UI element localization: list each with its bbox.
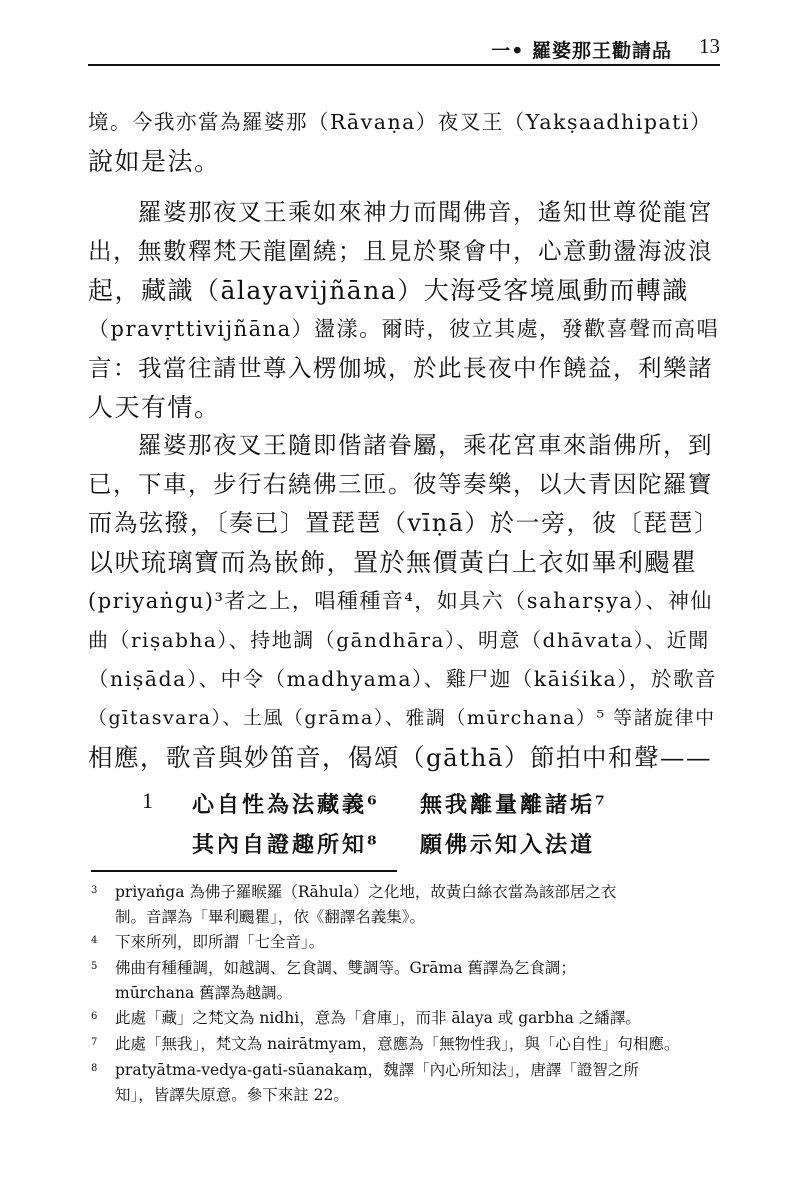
text-line: 出，無數釋梵天龍圍繞；且見於聚會中，心意動盪海波浪 bbox=[88, 237, 713, 265]
footnote-text: 制。音譯為「畢利颺瞿」，依《翻譯名義集》。 bbox=[115, 908, 426, 926]
verse-line-2b: 願佛示知入法道 bbox=[420, 832, 596, 858]
text-line: 羅婆那夜叉王隨即偕諸眷屬，乘花宮車來詣佛所，到 bbox=[88, 431, 713, 459]
footnote-rule bbox=[91, 870, 397, 872]
footnote-mark: 4 bbox=[91, 935, 98, 946]
text-line: 已，下車，步行右繞佛三匝。彼等奏樂，以大青因陀羅寶 bbox=[88, 470, 713, 498]
text-line: 而為弦撥，〔奏已〕置琵琶（vīṇā）於一旁，彼〔琵琶〕 bbox=[88, 509, 720, 537]
chapter-title: 一• 羅婆那王勸請品 bbox=[491, 40, 672, 62]
footnote-text: 此處「藏」之梵文為 nidhi，意為「倉庫」，而非 ālaya 或 garbha 之繙譯。 bbox=[115, 1009, 641, 1027]
footnote-text: 下來所列，即所謂「七全音」。 bbox=[115, 933, 325, 951]
footnote-text: 此處「無我」，梵文為 nairātmyam，意應為「無物性我」，與「心自性」句相應。 bbox=[115, 1035, 680, 1053]
footnote-mark: 3 bbox=[91, 885, 98, 896]
text-line: （pravṛttivijñāna）盪漾。爾時，彼立其處，發歡喜聲而高唱 bbox=[88, 317, 720, 341]
header-rule bbox=[88, 64, 720, 66]
paragraph-3 bbox=[88, 426, 720, 777]
paragraph-2 bbox=[88, 193, 720, 427]
verse-line-1b: 無我離量離諸垢⁷ bbox=[420, 792, 608, 818]
footnote-mark: 6 bbox=[91, 1011, 98, 1022]
text-line: 言：我當往請世尊入楞伽城，於此長夜中作饒益，利樂諸 bbox=[88, 354, 713, 382]
text-line: 相應，歌音與妙笛音，偈頌（gāthā）節拍中和聲—— bbox=[88, 743, 713, 772]
text-line: （niṣāda）、中令（madhyama）、雞尸迦（kāiśika），於歌音 bbox=[88, 667, 717, 691]
verse-line-2a: 其內自證趣所知⁸ bbox=[192, 832, 380, 858]
text-line: 羅婆那夜叉王乘如來神力而聞佛音，遙知世尊從龍宮 bbox=[88, 198, 713, 226]
footnote-text: priyaṅga 為佛子羅睺羅（Rāhula）之化地，故黃白絲衣當為該部居之衣 bbox=[115, 883, 617, 901]
text-line: 曲（riṣabha）、持地調（gāndhāra）、明意（dhāvata）、近聞 bbox=[88, 628, 710, 652]
verse-line-1a: 心自性為法藏義⁶ bbox=[192, 792, 380, 818]
text-line: 人天有情。 bbox=[88, 393, 221, 422]
footnote-text: 知」，皆譯失原意。參下來註 22。 bbox=[115, 1086, 349, 1104]
text-line: 以吠琉璃寶而為嵌飾，置於無價黃白上衣如畢利颺瞿 bbox=[88, 548, 698, 577]
verse-number: 1 bbox=[142, 788, 153, 813]
page-number: 13 bbox=[699, 34, 720, 58]
paragraph-1 bbox=[88, 103, 720, 181]
footnote-text: pratyātma-vedya-gati-sūanakaṃ，魏譯「內心所知法」，唐譯「證智之所 bbox=[115, 1061, 639, 1079]
footnote-text: mūrchana 舊譯為越調。 bbox=[115, 984, 293, 1002]
footnote-mark: 7 bbox=[91, 1037, 98, 1048]
text-line: (priyaṅgu)³者之上，唱種種音⁴，如具六（saharṣya）、神仙 bbox=[88, 589, 713, 613]
footnote-mark: 5 bbox=[91, 961, 98, 972]
running-header bbox=[88, 34, 720, 66]
text-line: （gītasvara）、土風（grāma）、雅調（mūrchana）⁵ 等諸旋律中 bbox=[88, 707, 716, 729]
text-line: 起，藏識（ālayavijñāna）大海受客境風動而轉識 bbox=[88, 276, 689, 305]
text-line: 境。今我亦當為羅婆那（Rāvaṇa）夜叉王（Yakṣaadhipati） bbox=[88, 110, 712, 134]
footnote-text: 佛曲有種種調，如越調、乞食調、雙調等。Grāma 舊譯為乞食調； bbox=[115, 959, 576, 977]
text-line: 說如是法。 bbox=[88, 147, 221, 176]
footnote-mark: 8 bbox=[91, 1063, 98, 1074]
